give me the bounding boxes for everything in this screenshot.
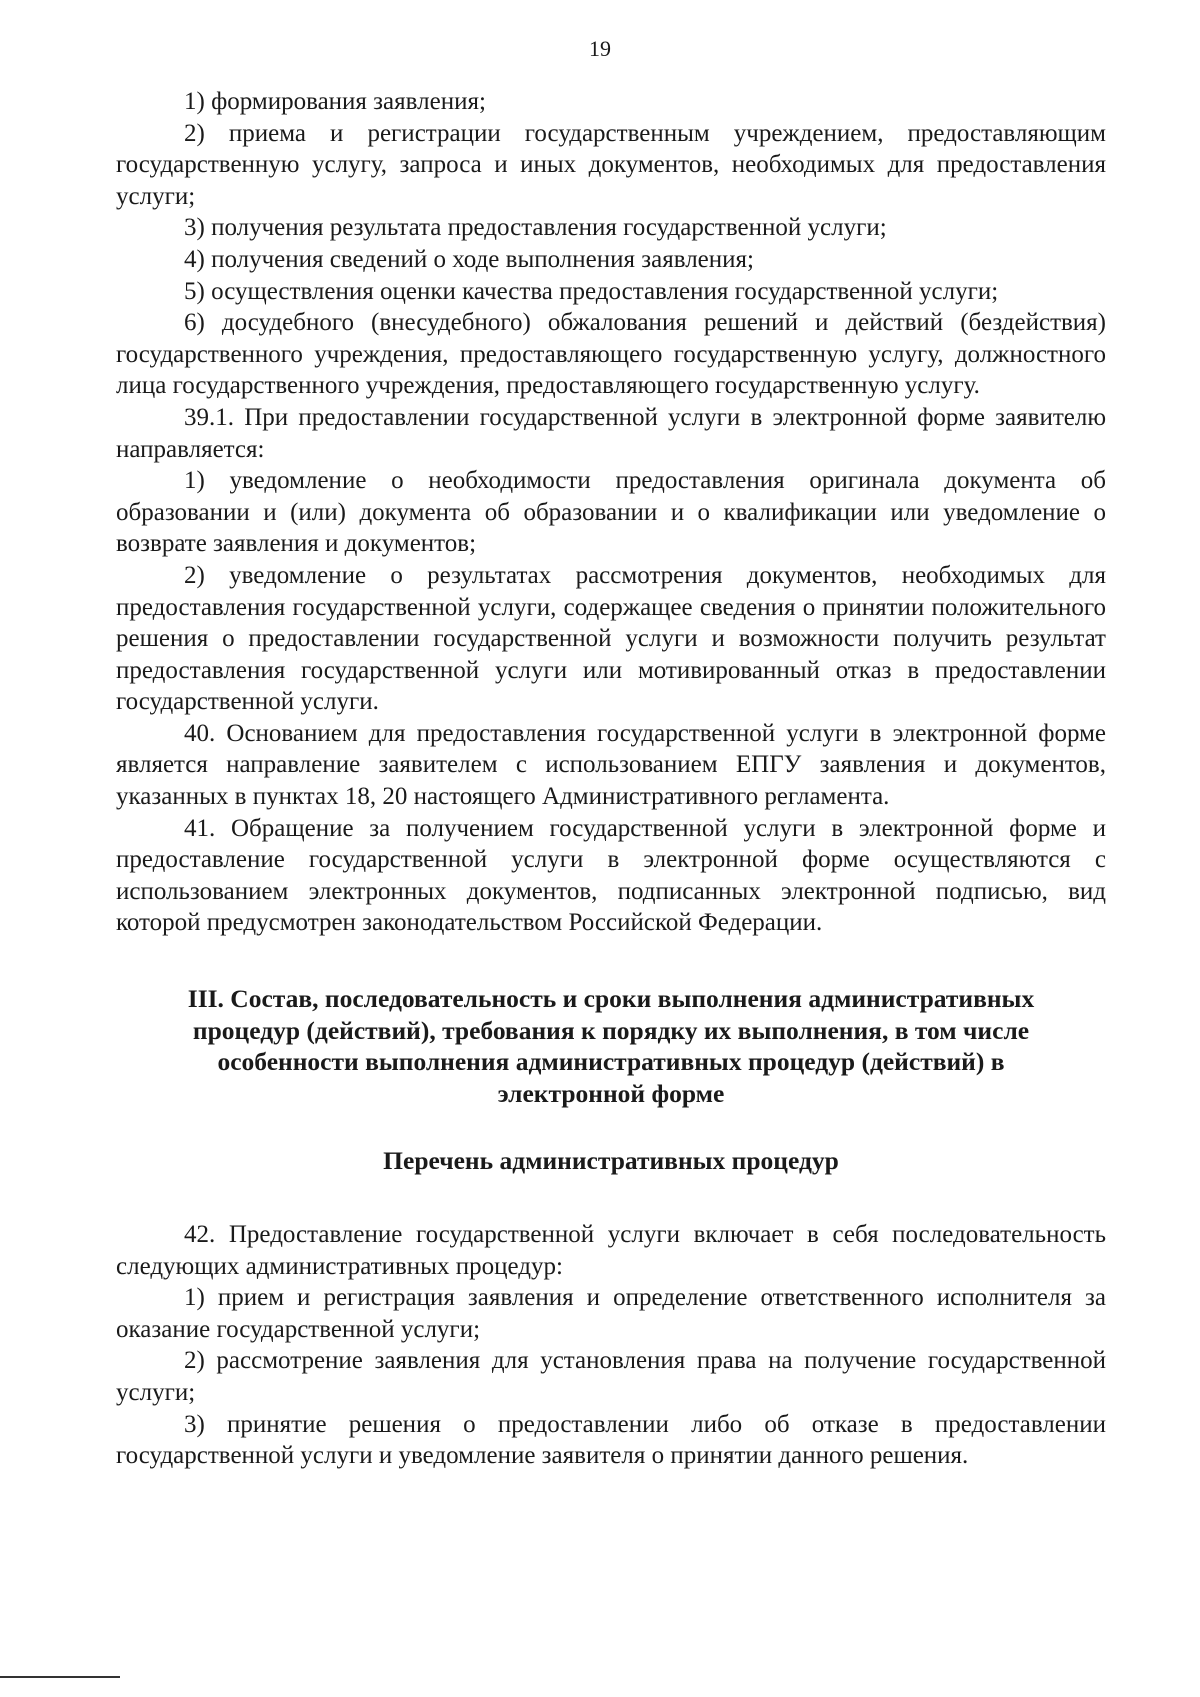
paragraph: 3) принятие решения о предоставлении либо об отказе в предоставлении государственной услуги и уведомление заявителя о принятии данного решения. bbox=[116, 1410, 1106, 1470]
paragraph: 1) формирования заявления; bbox=[184, 88, 486, 115]
paragraph: 40. Основанием для предоставления государственной услуги в электронной форме является направление заявителем с использованием ЕПГУ заявления и документов, указанных в пунктах 18, 20 настоящего Административного регламента. bbox=[116, 719, 1106, 811]
page-number: 19 bbox=[589, 36, 611, 61]
paragraph: 1) прием и регистрация заявления и определение ответственного исполнителя за оказание государственной услуги; bbox=[116, 1284, 1106, 1343]
paragraph: 6) досудебного (внесудебного) обжалования решений и действий (бездействия) государственного учреждения, предоставляющего государственную услугу, должностного лица государственного учреждения, предоставляющего государственную услугу. bbox=[116, 309, 1106, 400]
paragraph: 3) получения результата предоставления государственной услуги; bbox=[184, 214, 887, 242]
section-heading: III. Состав, последовательность и сроки выполнения административных процедур (действий), требования к порядку их выполнения, в том числе особенности выполнения административных процедур (действий) в электронной форме bbox=[187, 984, 1035, 1108]
document-body bbox=[116, 86, 1106, 1472]
paragraph: 39.1. При предоставлении государственной услуги в электронной форме заявителю направляется: bbox=[116, 403, 1106, 463]
sub-heading: Перечень административных процедур bbox=[383, 1146, 839, 1176]
paragraph: 4) получения сведений о ходе выполнения заявления; bbox=[184, 245, 754, 273]
paragraph: 42. Предоставление государственной услуги включает в себя последовательность следующих административных процедур: bbox=[116, 1221, 1106, 1280]
paragraph: 41. Обращение за получением государственной услуги в электронной форме и предоставление государственной услуги в электронной форме осуществляются с использованием электронных документов, подписанных электронной подписью, вид которой предусмотрен законодательством Российской Федерации. bbox=[116, 814, 1106, 937]
paragraph: 2) уведомление о результатах рассмотрения документов, необходимых для предоставления государственной услуги, содержащее сведения о принятии положительного решения о предоставлении государственной услуги и возможности получить результат предоставления государственной услуги или мотивированный отказ в предоставлении государственной услуги. bbox=[116, 561, 1106, 716]
footer-rule bbox=[0, 1676, 120, 1678]
paragraph: 1) уведомление о необходимости предоставления оригинала документа об образовании и (или) документа об образовании и о квалификации или уведомление о возврате заявления и документов; bbox=[116, 467, 1106, 558]
paragraph: 2) рассмотрение заявления для установления права на получение государственной услуги; bbox=[116, 1347, 1106, 1406]
paragraph: 2) приема и регистрации государственным учреждением, предоставляющим государственную услугу, запроса и иных документов, необходимых для предоставления услуги; bbox=[116, 119, 1106, 210]
paragraph: 5) осуществления оценки качества предоставления государственной услуги; bbox=[184, 277, 999, 305]
